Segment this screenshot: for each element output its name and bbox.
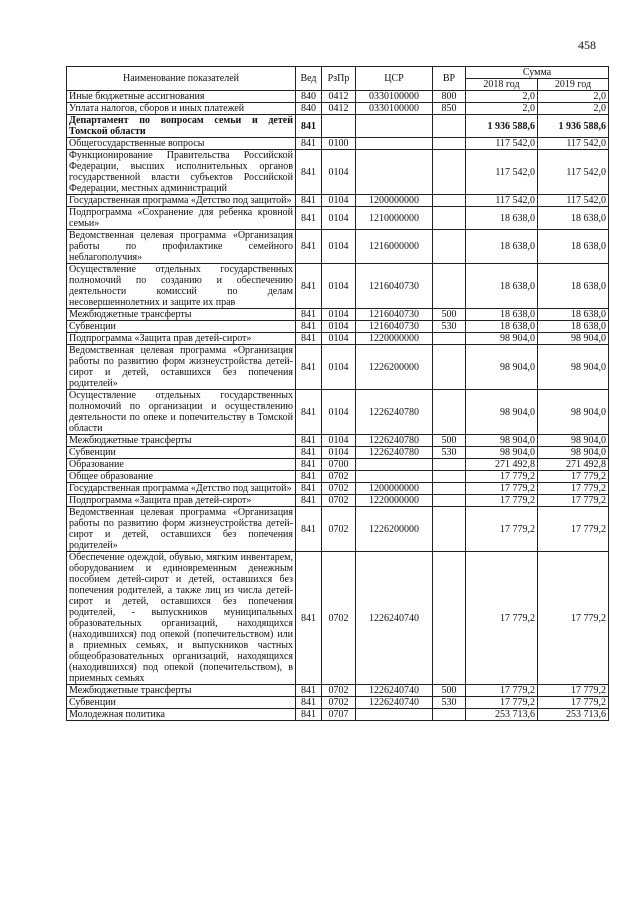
row-sum-2018: 117 542,0 bbox=[466, 150, 538, 195]
row-sum-2019: 17 779,2 bbox=[538, 483, 609, 495]
row-ved: 841 bbox=[296, 507, 322, 552]
row-sum-2018: 17 779,2 bbox=[466, 552, 538, 685]
header-name: Наименование показателей bbox=[67, 67, 296, 91]
row-rzpr: 0702 bbox=[322, 471, 356, 483]
row-name: Государственная программа «Детство под защитой» bbox=[67, 195, 296, 207]
table-row bbox=[67, 207, 609, 230]
row-vr: 530 bbox=[433, 321, 466, 333]
row-csr bbox=[356, 150, 433, 195]
row-vr bbox=[433, 483, 466, 495]
row-csr: 1220000000 bbox=[356, 495, 433, 507]
row-sum-2019: 18 638,0 bbox=[538, 264, 609, 309]
table-row bbox=[67, 309, 609, 321]
row-name: Осуществление отдельных государственных полномочий по созданию и обеспечению деятельности комиссий по делам несовершеннолетних и защите их прав bbox=[67, 264, 296, 309]
row-ved: 841 bbox=[296, 309, 322, 321]
row-rzpr: 0104 bbox=[322, 321, 356, 333]
row-ved: 841 bbox=[296, 495, 322, 507]
table-row bbox=[67, 495, 609, 507]
row-ved: 841 bbox=[296, 195, 322, 207]
row-sum-2018: 98 904,0 bbox=[466, 447, 538, 459]
table-row bbox=[67, 447, 609, 459]
row-ved: 841 bbox=[296, 345, 322, 390]
table-row bbox=[67, 507, 609, 552]
row-sum-2019: 18 638,0 bbox=[538, 230, 609, 264]
row-csr: 1226240740 bbox=[356, 697, 433, 709]
row-vr bbox=[433, 230, 466, 264]
row-sum-2019: 17 779,2 bbox=[538, 697, 609, 709]
table-row bbox=[67, 321, 609, 333]
row-ved: 841 bbox=[296, 321, 322, 333]
table-row bbox=[67, 103, 609, 115]
row-csr: 1210000000 bbox=[356, 207, 433, 230]
row-ved: 841 bbox=[296, 483, 322, 495]
row-ved: 841 bbox=[296, 230, 322, 264]
table-row bbox=[67, 195, 609, 207]
row-vr bbox=[433, 195, 466, 207]
table-body bbox=[67, 91, 609, 721]
table-row bbox=[67, 345, 609, 390]
row-sum-2019: 17 779,2 bbox=[538, 471, 609, 483]
page-number: 458 bbox=[578, 38, 596, 52]
row-csr: 1220000000 bbox=[356, 333, 433, 345]
row-name: Субвенции bbox=[67, 447, 296, 459]
row-rzpr: 0104 bbox=[322, 150, 356, 195]
row-rzpr: 0702 bbox=[322, 495, 356, 507]
row-ved: 841 bbox=[296, 447, 322, 459]
row-vr bbox=[433, 390, 466, 435]
row-ved: 841 bbox=[296, 552, 322, 685]
header-rzpr: РзПр bbox=[322, 67, 356, 91]
row-ved: 841 bbox=[296, 264, 322, 309]
row-sum-2019: 2,0 bbox=[538, 91, 609, 103]
row-csr bbox=[356, 115, 433, 138]
row-sum-2018: 17 779,2 bbox=[466, 471, 538, 483]
row-vr: 530 bbox=[433, 447, 466, 459]
row-name: Государственная программа «Детство под защитой» bbox=[67, 483, 296, 495]
table-row bbox=[67, 390, 609, 435]
row-rzpr: 0104 bbox=[322, 447, 356, 459]
row-vr bbox=[433, 333, 466, 345]
row-sum-2018: 117 542,0 bbox=[466, 138, 538, 150]
row-vr: 500 bbox=[433, 309, 466, 321]
row-ved: 841 bbox=[296, 390, 322, 435]
header-csr: ЦСР bbox=[356, 67, 433, 91]
row-rzpr: 0702 bbox=[322, 685, 356, 697]
row-rzpr: 0702 bbox=[322, 552, 356, 685]
row-sum-2019: 2,0 bbox=[538, 103, 609, 115]
row-csr: 1200000000 bbox=[356, 195, 433, 207]
row-csr: 1226200000 bbox=[356, 345, 433, 390]
row-csr: 1226240780 bbox=[356, 447, 433, 459]
row-name: Подпрограмма «Защита прав детей-сирот» bbox=[67, 333, 296, 345]
row-ved: 841 bbox=[296, 435, 322, 447]
row-sum-2018: 18 638,0 bbox=[466, 207, 538, 230]
row-sum-2018: 17 779,2 bbox=[466, 507, 538, 552]
row-ved: 841 bbox=[296, 333, 322, 345]
table-row bbox=[67, 150, 609, 195]
row-csr: 1226240740 bbox=[356, 552, 433, 685]
row-name: Субвенции bbox=[67, 321, 296, 333]
row-rzpr: 0100 bbox=[322, 138, 356, 150]
header-2018: 2018 год bbox=[466, 79, 538, 91]
row-rzpr: 0412 bbox=[322, 103, 356, 115]
row-sum-2019: 17 779,2 bbox=[538, 552, 609, 685]
row-sum-2018: 98 904,0 bbox=[466, 333, 538, 345]
row-sum-2019: 17 779,2 bbox=[538, 685, 609, 697]
row-csr bbox=[356, 459, 433, 471]
row-rzpr: 0707 bbox=[322, 709, 356, 721]
row-csr: 1216000000 bbox=[356, 230, 433, 264]
row-sum-2018: 18 638,0 bbox=[466, 264, 538, 309]
row-sum-2019: 17 779,2 bbox=[538, 507, 609, 552]
row-rzpr: 0700 bbox=[322, 459, 356, 471]
row-sum-2018: 271 492,8 bbox=[466, 459, 538, 471]
row-name: Подпрограмма «Защита прав детей-сирот» bbox=[67, 495, 296, 507]
row-name: Межбюджетные трансферты bbox=[67, 685, 296, 697]
row-name: Общее образование bbox=[67, 471, 296, 483]
row-rzpr: 0104 bbox=[322, 264, 356, 309]
header-2019: 2019 год bbox=[538, 79, 609, 91]
table-row bbox=[67, 685, 609, 697]
row-sum-2019: 98 904,0 bbox=[538, 333, 609, 345]
row-sum-2019: 98 904,0 bbox=[538, 447, 609, 459]
row-csr: 1200000000 bbox=[356, 483, 433, 495]
row-vr: 800 bbox=[433, 91, 466, 103]
row-sum-2018: 1 936 588,6 bbox=[466, 115, 538, 138]
row-csr: 1226240780 bbox=[356, 390, 433, 435]
table-row bbox=[67, 471, 609, 483]
row-sum-2019: 117 542,0 bbox=[538, 138, 609, 150]
row-sum-2019: 17 779,2 bbox=[538, 495, 609, 507]
row-sum-2018: 18 638,0 bbox=[466, 309, 538, 321]
row-sum-2019: 253 713,6 bbox=[538, 709, 609, 721]
row-rzpr: 0104 bbox=[322, 390, 356, 435]
row-csr: 0330100000 bbox=[356, 91, 433, 103]
row-sum-2018: 98 904,0 bbox=[466, 390, 538, 435]
row-vr bbox=[433, 471, 466, 483]
row-sum-2019: 18 638,0 bbox=[538, 321, 609, 333]
row-sum-2018: 17 779,2 bbox=[466, 495, 538, 507]
row-ved: 841 bbox=[296, 459, 322, 471]
row-rzpr: 0104 bbox=[322, 345, 356, 390]
row-csr: 0330100000 bbox=[356, 103, 433, 115]
row-vr: 850 bbox=[433, 103, 466, 115]
row-vr: 500 bbox=[433, 435, 466, 447]
row-vr bbox=[433, 552, 466, 685]
table-row bbox=[67, 552, 609, 685]
row-name: Уплата налогов, сборов и иных платежей bbox=[67, 103, 296, 115]
row-name: Департамент по вопросам семьи и детей Томской области bbox=[67, 115, 296, 138]
row-sum-2018: 253 713,6 bbox=[466, 709, 538, 721]
row-sum-2018: 17 779,2 bbox=[466, 483, 538, 495]
table-row bbox=[67, 435, 609, 447]
header-vr: ВР bbox=[433, 67, 466, 91]
row-sum-2019: 271 492,8 bbox=[538, 459, 609, 471]
row-sum-2019: 98 904,0 bbox=[538, 345, 609, 390]
row-rzpr: 0104 bbox=[322, 195, 356, 207]
row-rzpr bbox=[322, 115, 356, 138]
table-row bbox=[67, 91, 609, 103]
table-row bbox=[67, 709, 609, 721]
row-csr bbox=[356, 709, 433, 721]
header-sum: Сумма bbox=[466, 67, 609, 79]
row-vr bbox=[433, 115, 466, 138]
table-row bbox=[67, 138, 609, 150]
row-csr: 1216040730 bbox=[356, 264, 433, 309]
row-name: Обеспечение одеждой, обувью, мягким инвентарем, оборудованием и единовременным денежным пособием детей-сирот и детей, оставшихся без попечения родителей, а также лиц из числа детей-сирот и детей, оставшихся без попечения родителей, - выпускников муниципальных образовательных организаций, находящихся (находившихся) под опекой (попечительством) или в приемных семьях, и выпускников частных общеобразовательных организаций, находящихся (находившихся) под опекой (попечительством), в приемных семьях bbox=[67, 552, 296, 685]
row-name: Иные бюджетные ассигнования bbox=[67, 91, 296, 103]
budget-table bbox=[66, 66, 609, 721]
row-sum-2019: 98 904,0 bbox=[538, 435, 609, 447]
row-rzpr: 0702 bbox=[322, 483, 356, 495]
row-name: Общегосударственные вопросы bbox=[67, 138, 296, 150]
table-row bbox=[67, 230, 609, 264]
row-csr: 1216040730 bbox=[356, 309, 433, 321]
table-row bbox=[67, 115, 609, 138]
row-ved: 841 bbox=[296, 697, 322, 709]
row-name: Ведомственная целевая программа «Организация работы по профилактике семейного неблагополучия» bbox=[67, 230, 296, 264]
row-sum-2019: 98 904,0 bbox=[538, 390, 609, 435]
row-vr bbox=[433, 507, 466, 552]
row-ved: 841 bbox=[296, 138, 322, 150]
row-csr: 1226200000 bbox=[356, 507, 433, 552]
row-rzpr: 0104 bbox=[322, 207, 356, 230]
table-row bbox=[67, 264, 609, 309]
row-sum-2019: 117 542,0 bbox=[538, 150, 609, 195]
table-row bbox=[67, 333, 609, 345]
row-name: Функционирование Правительства Российской Федерации, высших исполнительных органов государственной власти субъектов Российской Федерации, местных администраций bbox=[67, 150, 296, 195]
row-name: Подпрограмма «Сохранение для ребенка кровной семьи» bbox=[67, 207, 296, 230]
row-csr: 1226240740 bbox=[356, 685, 433, 697]
row-vr: 530 bbox=[433, 697, 466, 709]
row-sum-2018: 17 779,2 bbox=[466, 697, 538, 709]
row-vr bbox=[433, 264, 466, 309]
table-row bbox=[67, 459, 609, 471]
row-sum-2018: 98 904,0 bbox=[466, 345, 538, 390]
row-sum-2019: 117 542,0 bbox=[538, 195, 609, 207]
row-sum-2018: 98 904,0 bbox=[466, 435, 538, 447]
row-sum-2019: 18 638,0 bbox=[538, 207, 609, 230]
row-name: Ведомственная целевая программа «Организация работы по развитию форм жизнеустройства детей-сирот и детей, оставшихся без попечения родителей» bbox=[67, 345, 296, 390]
row-vr bbox=[433, 207, 466, 230]
row-sum-2018: 2,0 bbox=[466, 103, 538, 115]
row-sum-2018: 117 542,0 bbox=[466, 195, 538, 207]
row-rzpr: 0104 bbox=[322, 435, 356, 447]
row-vr bbox=[433, 138, 466, 150]
row-vr bbox=[433, 345, 466, 390]
row-vr bbox=[433, 459, 466, 471]
row-ved: 840 bbox=[296, 91, 322, 103]
row-ved: 841 bbox=[296, 709, 322, 721]
row-name: Молодежная политика bbox=[67, 709, 296, 721]
row-rzpr: 0104 bbox=[322, 230, 356, 264]
row-rzpr: 0412 bbox=[322, 91, 356, 103]
row-name: Межбюджетные трансферты bbox=[67, 309, 296, 321]
row-sum-2019: 18 638,0 bbox=[538, 309, 609, 321]
row-ved: 841 bbox=[296, 207, 322, 230]
row-sum-2019: 1 936 588,6 bbox=[538, 115, 609, 138]
row-vr bbox=[433, 709, 466, 721]
row-csr bbox=[356, 471, 433, 483]
row-sum-2018: 17 779,2 bbox=[466, 685, 538, 697]
row-vr: 500 bbox=[433, 685, 466, 697]
row-vr bbox=[433, 150, 466, 195]
row-csr: 1216040730 bbox=[356, 321, 433, 333]
row-name: Осуществление отдельных государственных полномочий по организации и осуществлению деятельности по опеке и попечительству в Томской области bbox=[67, 390, 296, 435]
table-header bbox=[67, 67, 609, 91]
row-sum-2018: 2,0 bbox=[466, 91, 538, 103]
row-name: Ведомственная целевая программа «Организация работы по развитию форм жизнеустройства детей-сирот и детей, оставшихся без попечения родителей» bbox=[67, 507, 296, 552]
row-rzpr: 0702 bbox=[322, 507, 356, 552]
row-name: Образование bbox=[67, 459, 296, 471]
row-name: Субвенции bbox=[67, 697, 296, 709]
row-vr bbox=[433, 495, 466, 507]
table-row bbox=[67, 697, 609, 709]
row-name: Межбюджетные трансферты bbox=[67, 435, 296, 447]
row-sum-2018: 18 638,0 bbox=[466, 230, 538, 264]
header-ved: Вед bbox=[296, 67, 322, 91]
row-csr bbox=[356, 138, 433, 150]
row-ved: 841 bbox=[296, 150, 322, 195]
row-rzpr: 0104 bbox=[322, 309, 356, 321]
row-ved: 841 bbox=[296, 115, 322, 138]
row-rzpr: 0104 bbox=[322, 333, 356, 345]
row-csr: 1226240780 bbox=[356, 435, 433, 447]
table-row bbox=[67, 483, 609, 495]
row-ved: 841 bbox=[296, 471, 322, 483]
row-ved: 841 bbox=[296, 685, 322, 697]
row-ved: 840 bbox=[296, 103, 322, 115]
row-sum-2018: 18 638,0 bbox=[466, 321, 538, 333]
row-rzpr: 0702 bbox=[322, 697, 356, 709]
